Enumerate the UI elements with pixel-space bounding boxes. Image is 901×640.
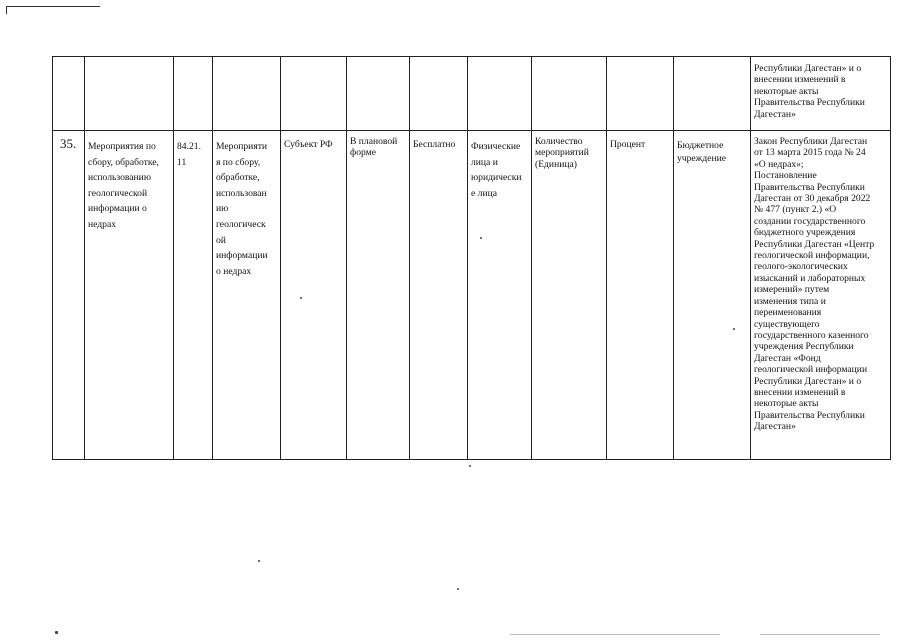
scan-speck	[480, 237, 482, 239]
service-form-cell: В плановой форме	[350, 136, 398, 159]
scan-bottom-edge	[760, 634, 880, 635]
column-border	[531, 56, 532, 459]
indicator-cell: Количество мероприятий (Единица)	[535, 136, 589, 170]
scan-speck	[457, 588, 459, 590]
scan-speck	[55, 631, 58, 634]
table-top-border	[52, 56, 891, 57]
column-border	[750, 56, 751, 459]
column-border	[280, 56, 281, 459]
column-border	[467, 56, 468, 459]
column-border	[84, 56, 85, 459]
institution-type-cell: Бюджетное учреждение	[677, 140, 726, 165]
legal-basis-cell: Закон Республики Дагестан от 13 марта 2015 года № 24 «О недрах»; Постановление Правительства Республики Дагестан от 30 декабря 2022 № 477 (пункт 2.) «О создании государственного бюджетного учреждения Республики Дагестан «Центр геологической информации, геолого-экологических изысканий и лабораторных измерений» путем изменения типа и переименования существующего государственного казенного учреждения Республики Дагестан «Фонд геологической информации Республики Дагестан» и о внесении изменений в некоторые акты Правительства Республики Дагестан»	[754, 136, 875, 433]
column-border	[212, 56, 213, 459]
column-border	[173, 56, 174, 459]
continuation-legal-basis-cell: Республики Дагестан» и о внесении изменений в некоторые акты Правительства Республики Дагестан»	[754, 63, 865, 120]
scan-corner-mark	[6, 6, 100, 7]
column-border	[890, 56, 891, 459]
column-border	[673, 56, 674, 459]
payment-cell: Бесплатно	[413, 139, 456, 150]
service-content-cell: Мероприяти я по сбору, обработке, использован ию геологическ ой информации о недрах	[216, 141, 268, 277]
founder-cell: Субъект РФ	[284, 139, 333, 150]
column-border	[606, 56, 607, 459]
column-border	[409, 56, 410, 459]
scan-speck	[469, 465, 471, 467]
row-separator	[52, 130, 891, 131]
consumers-cell: Физические лица и юридически е лица	[471, 141, 522, 199]
scan-bottom-edge	[510, 634, 720, 635]
table-bottom-border	[52, 459, 891, 460]
scan-speck	[300, 297, 302, 299]
service-name-cell: Мероприятия по сбору, обработке, использованию геологической информации о недрах	[88, 141, 159, 230]
row-number-cell: 35.	[60, 136, 77, 151]
scan-speck	[258, 560, 260, 562]
okved-code-cell: 84.21. 11	[177, 141, 201, 168]
unit-cell: Процент	[610, 139, 646, 150]
scan-corner-mark	[6, 6, 7, 14]
column-border	[346, 56, 347, 459]
scan-speck	[733, 328, 735, 330]
column-border	[52, 56, 53, 459]
